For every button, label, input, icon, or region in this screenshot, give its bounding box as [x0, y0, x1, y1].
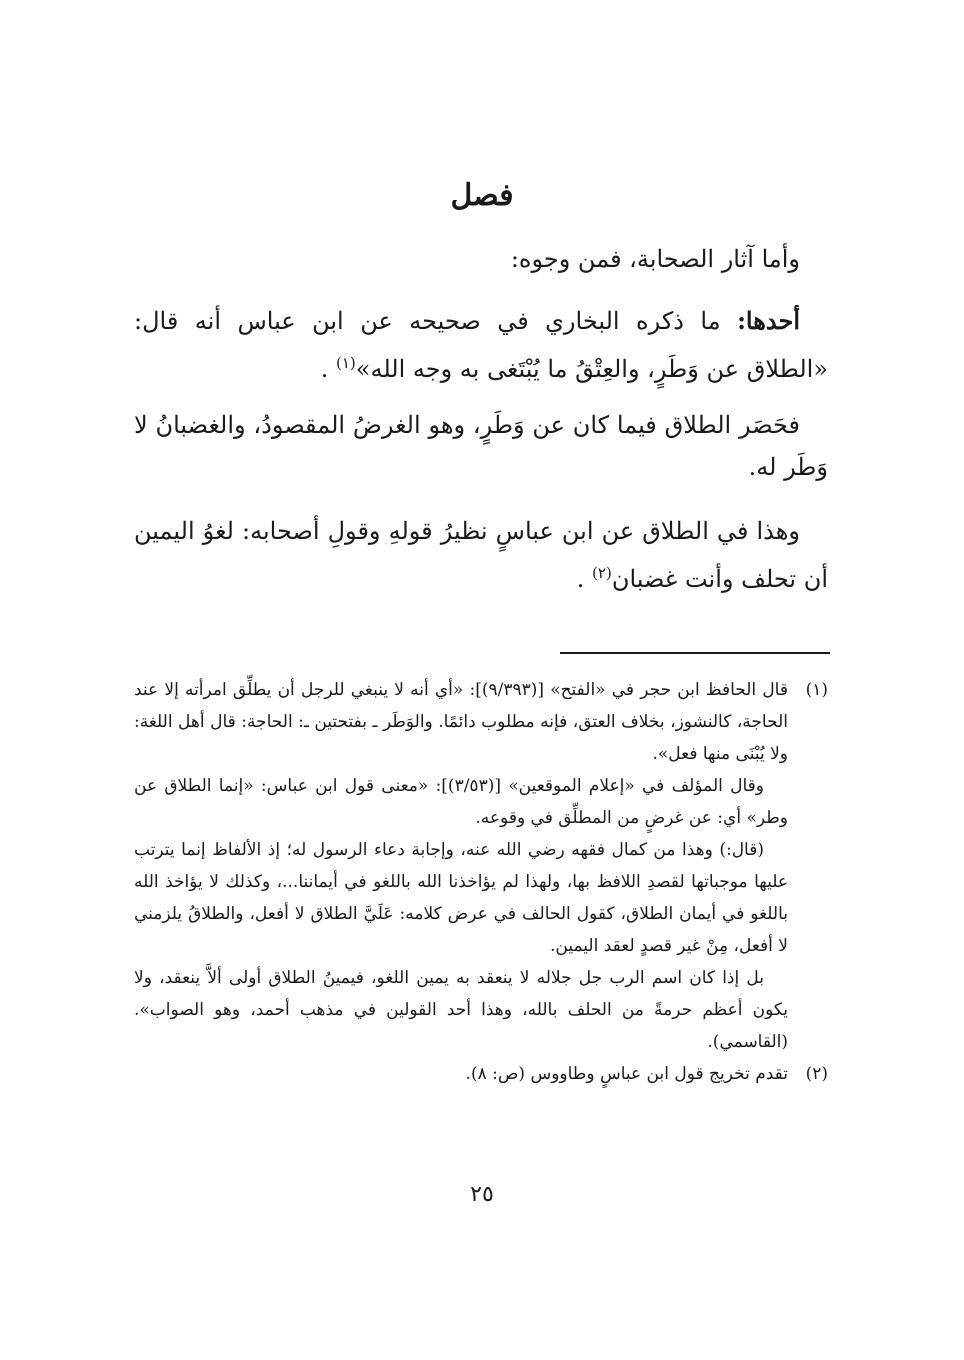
section-heading: فصل: [450, 178, 514, 213]
footnote-2: [134, 1058, 828, 1090]
footnote-divider: [560, 652, 830, 654]
intro-paragraph: [134, 238, 828, 280]
footnote-number: (١): [805, 680, 828, 700]
first-aspect-text: ما ذكره البخاري في صحيحه عن ابن عباس أنه قال: «الطلاق عن وَطَرٍ، والعِتْقُ ما يُبْتَغى به وجه الله»: [134, 307, 828, 383]
footnote-paragraph: وقال المؤلف في «إعلام الموقعين» [(٣/٥٣)]: «معنى قول ابن عباس: «إنما الطلاق عن وطر» أي: عن غرضٍ من المطلِّق في وقوعه.: [134, 776, 788, 828]
footnote-ref-1[interactable]: (١): [335, 354, 356, 372]
footnote-ref-2[interactable]: (٢): [592, 564, 612, 582]
footnote-paragraph: تقدم تخريج قول ابن عباسٍ وطاووس (ص: ٨).: [465, 1064, 788, 1084]
analogy-paragraph: [134, 510, 828, 600]
footnote-body: [134, 1058, 788, 1090]
footnote-paragraph: (قال:) وهذا من كمال فقهه رضي الله عنه، وإجابة دعاء الرسول له؛ إذ الألفاظ إنما يترتب عليها موجباتها لقصدِ اللافظ بها، ولهذا لم يؤاخذنا الله باللغو في أيماننا...، وكذلك لا يؤاخذ الله باللغو في أيمان الطلاق، كقول الحالف في عرض كلامه: عَلَيَّ الطلاق لا أفعل، والطلاقُ يلزمني لا أفعل، مِنْ غير قصدٍ لعقد اليمين.: [134, 840, 788, 956]
footnote-number: (٢): [805, 1064, 828, 1084]
first-aspect-end: .: [320, 355, 329, 383]
footnote-paragraph: قال الحافظ ابن حجر في «الفتح» [(٩/٣٩٣)]: «أي أنه لا ينبغي للرجل أن يطلِّق امرأته إلا عند الحاجة، كالنشوز، بخلاف العتق، فإنه مطلوب دائمًا. والوَطَر ـ بفتحتين ـ: الحاجة: قال أهل اللغة: ولا يُبْنَى منها فعل».: [134, 680, 788, 764]
footnote-body: [134, 674, 788, 1058]
footnotes: [134, 674, 828, 1090]
restriction-paragraph: [134, 404, 828, 488]
first-aspect-paragraph: [134, 300, 828, 390]
intro-text: وأما آثار الصحابة، فمن وجوه:: [510, 245, 800, 273]
analogy-text: وهذا في الطلاق عن ابن عباسٍ نظيرُ قولهِ وقولِ أصحابه: لغوُ اليمين أن تحلف وأنت غضبان: [134, 517, 828, 593]
restriction-text: فحَصَر الطلاق فيما كان عن وَطَرٍ، وهو الغرضُ المقصودُ، والغضبانُ لا وَطَر له.: [134, 411, 828, 481]
footnote-1: [134, 674, 828, 1058]
page-number: ٢٥: [470, 1182, 494, 1207]
first-aspect-lead: أحدها:: [737, 306, 800, 335]
analogy-end: .: [576, 565, 585, 593]
footnote-paragraph: بل إذا كان اسم الرب جل جلاله لا ينعقد به يمين اللغو، فيمينُ الطلاق أولى ألاَّ ينعقد، ولا يكون أعظم حرمةً من الحلف بالله، وهذا أحد القولين في مذهب أحمد، وهو الصواب». (القاسمي).: [134, 968, 788, 1052]
